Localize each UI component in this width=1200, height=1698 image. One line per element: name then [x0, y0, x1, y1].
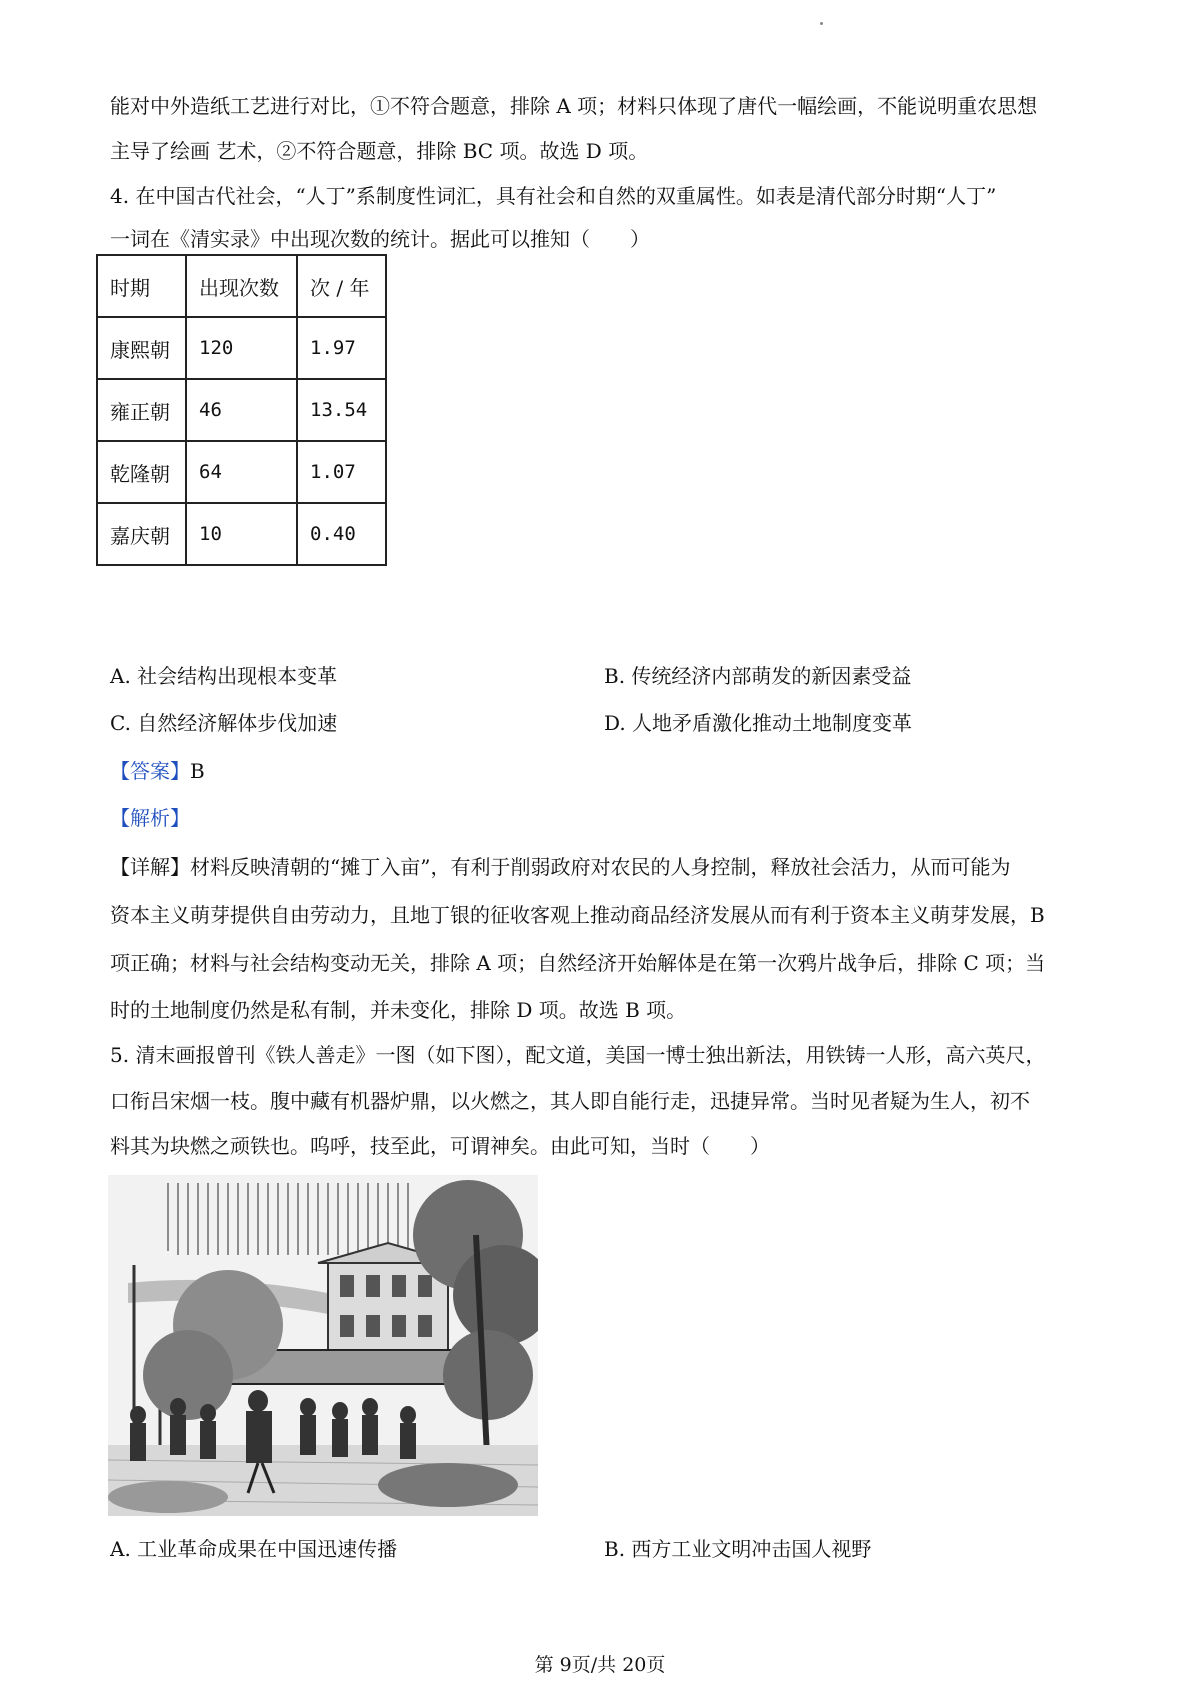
table-row: [97, 503, 386, 565]
option-d: D. 人地矛盾激化推动土地制度变革: [604, 711, 913, 735]
detail-text: 材料反映清朝的“摊丁入亩”，有利于削弱政府对农民的人身控制，释放社会活力，从而可能为: [190, 855, 1011, 879]
question-5-stem: 口衔吕宋烟一枝。腹中藏有机器炉鼎，以火燃之，其人即自能行走，迅捷异常。当时见者疑为生人，初不: [110, 1089, 1030, 1113]
detail-line: 资本主义萌芽提供自由劳动力，且地丁银的征收客观上推动商品经济发展从而有利于资本主义萌芽发展，B: [110, 903, 1045, 927]
table-row: [97, 317, 386, 379]
table-cell: 0.40: [297, 503, 386, 565]
analysis-label: [110, 804, 190, 832]
iron-man-illustration: [108, 1175, 538, 1516]
text-line: 主导了绘画 艺术，②不符合题意，排除 BC 项。故选 D 项。: [110, 139, 649, 163]
table-header-row: [97, 255, 386, 317]
option-b: B. 西方工业文明冲击国人视野: [604, 1537, 872, 1561]
table-header-cell: 时期: [97, 255, 186, 317]
question-5-stem: 料其为块燃之顽铁也。呜呼，技至此，可谓神矣。由此可知，当时（ ）: [110, 1134, 770, 1158]
question-5-stem: 5. 清末画报曾刊《铁人善走》一图（如下图），配文道，美国一博士独出新法，用铁铸一人形，高六英尺，: [110, 1043, 1046, 1067]
illustration-drawing: [108, 1175, 538, 1516]
table-cell: 乾隆朝: [97, 441, 186, 503]
table-cell: 康熙朝: [97, 317, 186, 379]
table-cell: 1.07: [297, 441, 386, 503]
detail-label: 【详解】: [110, 855, 190, 879]
table-header-cell: 出现次数: [186, 255, 297, 317]
page-speck: [820, 22, 823, 25]
table-row: [97, 379, 386, 441]
statistics-table: [96, 254, 387, 566]
table-cell: 46: [186, 379, 297, 441]
table-cell: 1.97: [297, 317, 386, 379]
table-cell: 120: [186, 317, 297, 379]
table-cell: 10: [186, 503, 297, 565]
detail-line: 项正确；材料与社会结构变动无关，排除 A 项；自然经济开始解体是在第一次鸦片战争后，排除 C 项；当: [110, 951, 1046, 975]
option-a: A. 工业革命成果在中国迅速传播: [110, 1537, 398, 1561]
option-a: A. 社会结构出现根本变革: [110, 664, 338, 688]
table-row: [97, 441, 386, 503]
detail-line: [110, 853, 1010, 881]
answer-value: B: [190, 759, 205, 783]
question-4-stem: 一词在《清实录》中出现次数的统计。据此可以推知（ ）: [110, 227, 650, 251]
option-b: B. 传统经济内部萌发的新因素受益: [604, 664, 912, 688]
page-number: 第 9页/共 20页: [534, 1654, 666, 1676]
answer-line: [110, 757, 205, 785]
analysis-label-text: 【解析】: [110, 806, 190, 830]
table-cell: 嘉庆朝: [97, 503, 186, 565]
answer-label: 【答案】: [110, 759, 190, 783]
option-c: C. 自然经济解体步伐加速: [110, 711, 338, 735]
table-cell: 64: [186, 441, 297, 503]
detail-line: 时的土地制度仍然是私有制，并未变化，排除 D 项。故选 B 项。: [110, 998, 687, 1022]
table-cell: 雍正朝: [97, 379, 186, 441]
text-line: 能对中外造纸工艺进行对比，①不符合题意，排除 A 项；材料只体现了唐代一幅绘画，不能说明重农思想: [110, 94, 1038, 118]
question-4-stem: 4. 在中国古代社会，“人丁”系制度性词汇，具有社会和自然的双重属性。如表是清代部分时期“人丁”: [110, 184, 997, 208]
table-cell: 13.54: [297, 379, 386, 441]
table-header-cell: 次 / 年: [297, 255, 386, 317]
